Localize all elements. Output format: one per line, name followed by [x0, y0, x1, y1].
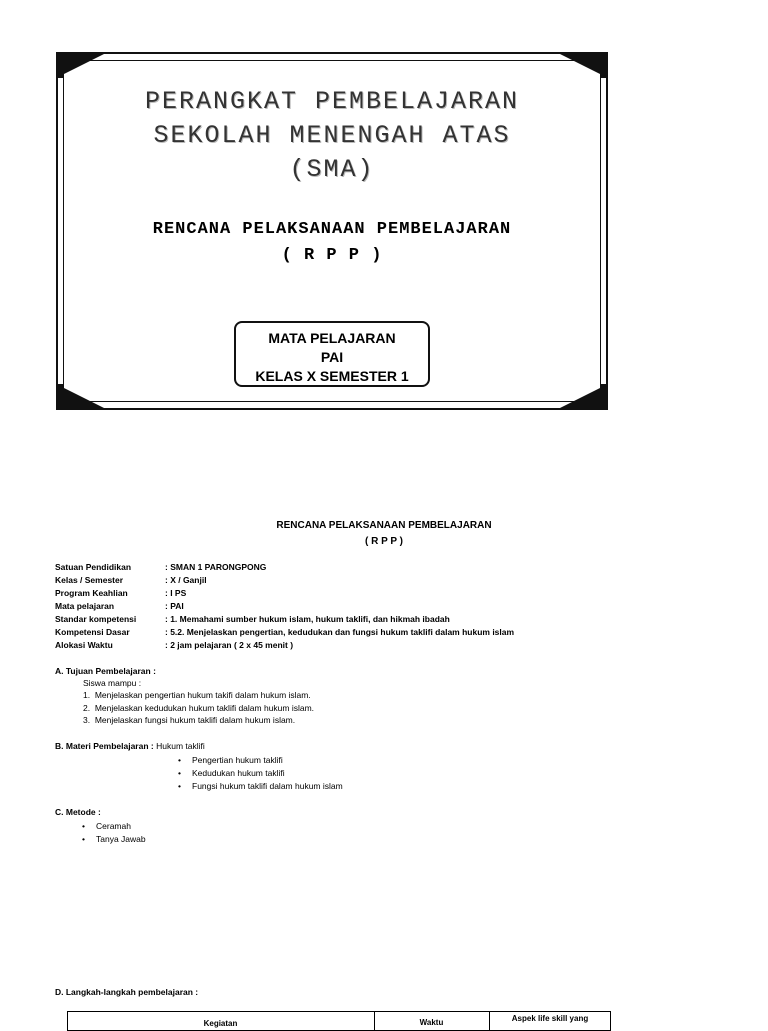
doc-title: RENCANA PELAKSANAAN PEMBELAJARAN [276, 520, 492, 531]
frame-edge-bottom-right [600, 384, 608, 410]
table-header-life-skill: Aspek life skill yang [511, 1014, 589, 1023]
subject-box [234, 321, 430, 387]
info-label: Mata pelajaran [55, 601, 115, 611]
info-value: : X / Ganjil [165, 575, 207, 585]
info-label: Standar kompetensi [55, 614, 137, 624]
section-a-heading: A. Tujuan Pembelajaran : [55, 666, 156, 676]
cover-rpp-title: RENCANA PELAKSANAAN PEMBELAJARAN [152, 220, 512, 239]
cover-rpp-abbrev: ( R P P ) [281, 246, 383, 265]
section-d-heading: D. Langkah-langkah pembelajaran : [55, 987, 199, 997]
section-b-heading-row [55, 741, 205, 751]
info-value: : 5.2. Menjelaskan pengertian, kedudukan dan fungsi hukum taklifi dalam hukum islam [165, 627, 515, 637]
info-label: Satuan Pendidikan [55, 562, 132, 572]
section-a-intro: Siswa mampu : [83, 678, 142, 688]
frame-edge-top-left [56, 52, 64, 78]
list-item: • Tanya Jawab [96, 834, 146, 844]
cover-title-line1: PERANGKAT PEMBELAJARAN [144, 87, 520, 116]
frame-edge-top-right [600, 52, 608, 78]
list-item: 1. Menjelaskan pengertian hukum takifi dalam hukum islam. [83, 690, 311, 700]
list-item: 3. Menjelaskan fungsi hukum taklifi dalam hukum islam. [83, 715, 296, 725]
section-c-heading: C. Metode : [55, 807, 101, 817]
info-value: : 2 jam pelajaran ( 2 x 45 menit ) [165, 640, 294, 650]
info-value: : SMAN 1 PARONGPONG [165, 562, 267, 572]
subject-label: MATA PELAJARAN [268, 330, 396, 346]
list-item: • Fungsi hukum taklifi dalam hukum islam [192, 781, 343, 791]
table-header-time: Waktu [419, 1018, 444, 1027]
cover-title-line3: (SMA) [289, 155, 375, 184]
frame-edge-bottom-left [56, 384, 64, 410]
list-item: 2. Menjelaskan kedudukan hukum taklifi dalam hukum islam. [83, 703, 315, 713]
cover-title-line2: SEKOLAH MENENGAH ATAS [153, 121, 511, 150]
list-item: • Kedudukan hukum taklifi [192, 768, 285, 778]
info-value: : I PS [165, 588, 187, 598]
info-label: Program Keahlian [55, 588, 128, 598]
info-label: Kompetensi Dasar [55, 627, 130, 637]
section-b-topic: Hukum taklifi [156, 741, 205, 751]
info-label: Alokasi Waktu [55, 640, 113, 650]
list-item: • Pengertian hukum taklifi [192, 755, 283, 765]
table-header-activity: Kegiatan [203, 1019, 238, 1028]
doc-title-abbrev: ( R P P ) [365, 536, 403, 547]
list-item: • Ceramah [96, 821, 131, 831]
section-b-heading: B. Materi Pembelajaran : [55, 741, 154, 751]
subject-class-semester: KELAS X SEMESTER 1 [255, 368, 409, 384]
subject-name: PAI [320, 349, 344, 365]
info-label: Kelas / Semester [55, 575, 124, 585]
info-value: : PAI [165, 601, 184, 611]
info-value: : 1. Memahami sumber hukum islam, hukum taklifi, dan hikmah ibadah [165, 614, 450, 624]
